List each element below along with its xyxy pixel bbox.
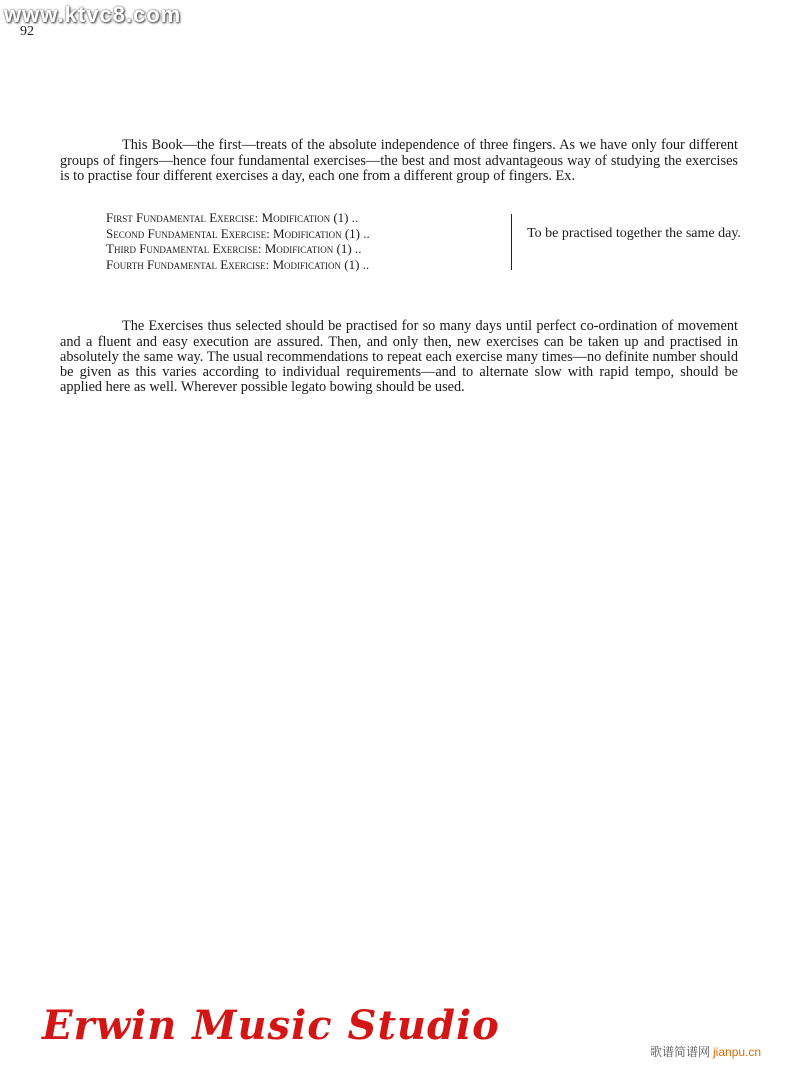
exercise-item: Fourth Fundamental Exercise: Modification (1) ..	[106, 256, 370, 272]
watermark: www.ktvc8.com	[4, 2, 182, 27]
exercise-list	[106, 210, 370, 272]
source-url: jianpu.cn	[713, 1045, 762, 1059]
exercise-item: Second Fundamental Exercise: Modification (1) ..	[106, 225, 370, 241]
page-number: 92	[20, 24, 34, 39]
studio-signature: Erwin Music Studio	[42, 1002, 500, 1049]
intro-paragraph: This Book—the first—treats of the absolute independence of three fingers. As we have only four different groups of fingers—hence four fundamental exercises—the best and most advantageous way of studying the exercises is to practise four different exercises a day, each one from a different group of fingers. Ex.	[60, 137, 738, 184]
source-cn: 歌谱简谱网	[650, 1045, 711, 1059]
source-watermark	[650, 1043, 761, 1060]
exercise-item: Third Fundamental Exercise: Modification (1) ..	[106, 241, 362, 256]
practice-paragraph: The Exercises thus selected should be practised for so many days until perfect co-ordination of movement and a fluent and easy execution are assured. Then, and only then, new exercises can be taken up and practised in absolutely the same way. The usual recommendations to repeat each exercise many times—no definite number should be given as this varies according to individual requirements—and to alternate slow with rapid tempo, should be applied here as well. Wherever possible legato bowing should be used.	[60, 318, 738, 396]
exercise-note: To be practised together the same day.	[527, 226, 741, 241]
brace	[503, 214, 512, 270]
exercise-item: First Fundamental Exercise: Modification (1) ..	[106, 210, 359, 225]
